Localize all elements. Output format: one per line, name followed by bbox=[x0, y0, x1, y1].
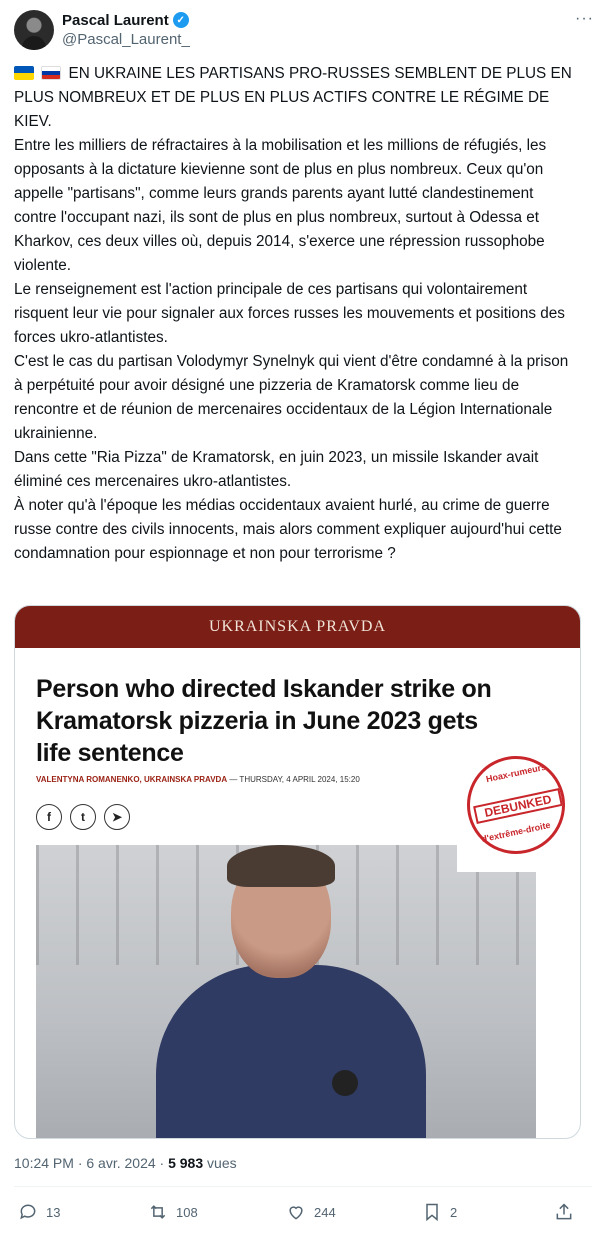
share-icon bbox=[554, 1202, 574, 1222]
tweet-meta bbox=[14, 1155, 237, 1171]
reply-icon bbox=[18, 1202, 38, 1222]
tweet-paragraph: Dans cette "Ria Pizza" de Kramatorsk, en juin 2023, un missile Iskander avait éliminé ces mercenaires ukro-atlantistes. bbox=[14, 449, 539, 490]
byline-date: — THURSDAY, 4 APRIL 2024, 15:20 bbox=[227, 775, 360, 784]
debunked-stamp bbox=[467, 756, 565, 854]
reply-button[interactable] bbox=[18, 1202, 60, 1222]
tweet-headline: EN UKRAINE LES PARTISANS PRO-RUSSES SEMBLENT DE PLUS EN PLUS NOMBREUX ET DE PLUS EN PLUS ACTIFS CONTRE LE RÉGIME DE KIEV. bbox=[14, 65, 572, 130]
bookmark-icon bbox=[422, 1202, 442, 1222]
bookmark-count: 2 bbox=[450, 1204, 458, 1220]
photo-person-shirt bbox=[156, 965, 426, 1138]
heart-icon bbox=[286, 1202, 306, 1222]
stamp-main-text: DEBUNKED bbox=[473, 788, 563, 824]
tweet-headline-line bbox=[14, 62, 580, 134]
repost-count: 108 bbox=[176, 1204, 198, 1220]
stamp-top-text: Hoax-rumeurs bbox=[485, 761, 547, 785]
bookmark-button[interactable] bbox=[422, 1202, 457, 1222]
ukraine-flag-icon bbox=[14, 66, 34, 80]
news-banner: UKRAINSKA PRAVDA bbox=[15, 606, 580, 648]
article-photo bbox=[36, 845, 536, 1138]
article-title: Person who directed Iskander strike on Kramatorsk pizzeria in June 2023 gets life sentence bbox=[36, 675, 492, 767]
tweet-paragraph: C'est le cas du partisan Volodymyr Synelnyk qui vient d'être condamné à la prison à perpétuité pour avoir désigné une pizzeria de Kramatorsk comme lieu de rencontre et de réunion de mercenaires occidentaux de la Légion Internationale ukrainienne. bbox=[14, 353, 569, 442]
reply-count: 13 bbox=[46, 1204, 61, 1220]
russia-flag-icon bbox=[41, 66, 61, 80]
debunked-stamp-box bbox=[457, 748, 579, 872]
author-name[interactable]: Pascal Laurent bbox=[62, 11, 169, 29]
repost-button[interactable] bbox=[148, 1202, 198, 1222]
repost-icon bbox=[148, 1202, 168, 1222]
tweet-header bbox=[14, 10, 594, 50]
author-names bbox=[62, 10, 190, 50]
views-label: vues bbox=[203, 1155, 237, 1171]
tweet-paragraph: À noter qu'à l'époque les médias occidentaux avaient hurlé, au crime de guerre russe contre des civils innocents, mais alors comment expliquer aujourd'hui cette condamnation pour espionnage et non pour terrorisme ? bbox=[14, 497, 562, 562]
media-image[interactable] bbox=[14, 605, 581, 1139]
microphone-icon bbox=[332, 1070, 358, 1096]
divider bbox=[14, 1186, 592, 1187]
twitter-icon: t bbox=[70, 804, 96, 830]
share-icons bbox=[36, 804, 130, 830]
stamp-bottom-text: d'extrême-droite bbox=[480, 819, 552, 845]
like-count: 244 bbox=[314, 1204, 336, 1220]
photo-person-hair bbox=[227, 845, 335, 887]
more-options-icon[interactable]: ··· bbox=[575, 10, 594, 27]
tweet-timestamp[interactable]: 10:24 PM · 6 avr. 2024 · bbox=[14, 1155, 169, 1171]
share-button[interactable] bbox=[554, 1202, 574, 1222]
like-button[interactable] bbox=[286, 1202, 336, 1222]
tweet-paragraph: Entre les milliers de réfractaires à la mobilisation et les millions de réfugiés, les opposants à la dictature kievienne sont de plus en plus nombreux. Ceux qu'on appelle "partisans", comme leurs grands parents ayant lutté clandestinement contre l'occupant nazi, ils sont de plus en plus nombreux, surtout à Odessa et Kharkov, ces deux villes où, depuis 2014, s'exerce une répression russophobe violente. bbox=[14, 137, 547, 274]
tweet-paragraph: Le renseignement est l'action principale de ces partisans qui volontairement risquent leur vie pour signaler aux forces russes les mouvements et positions des forces ukro-atlantistes. bbox=[14, 281, 565, 346]
article-byline bbox=[36, 775, 360, 784]
avatar[interactable] bbox=[14, 10, 54, 50]
author-handle[interactable]: @Pascal_Laurent_ bbox=[62, 31, 190, 48]
verified-badge-icon: ✓ bbox=[173, 12, 189, 28]
views-count: 5 983 bbox=[168, 1155, 204, 1171]
telegram-icon: ➤ bbox=[104, 804, 130, 830]
tweet-text bbox=[14, 62, 580, 566]
action-bar bbox=[14, 1202, 580, 1226]
facebook-icon: f bbox=[36, 804, 62, 830]
byline-author: VALENTYNA ROMANENKO, UKRAINSKA PRAVDA bbox=[36, 775, 228, 784]
author-name-row[interactable] bbox=[62, 10, 190, 30]
